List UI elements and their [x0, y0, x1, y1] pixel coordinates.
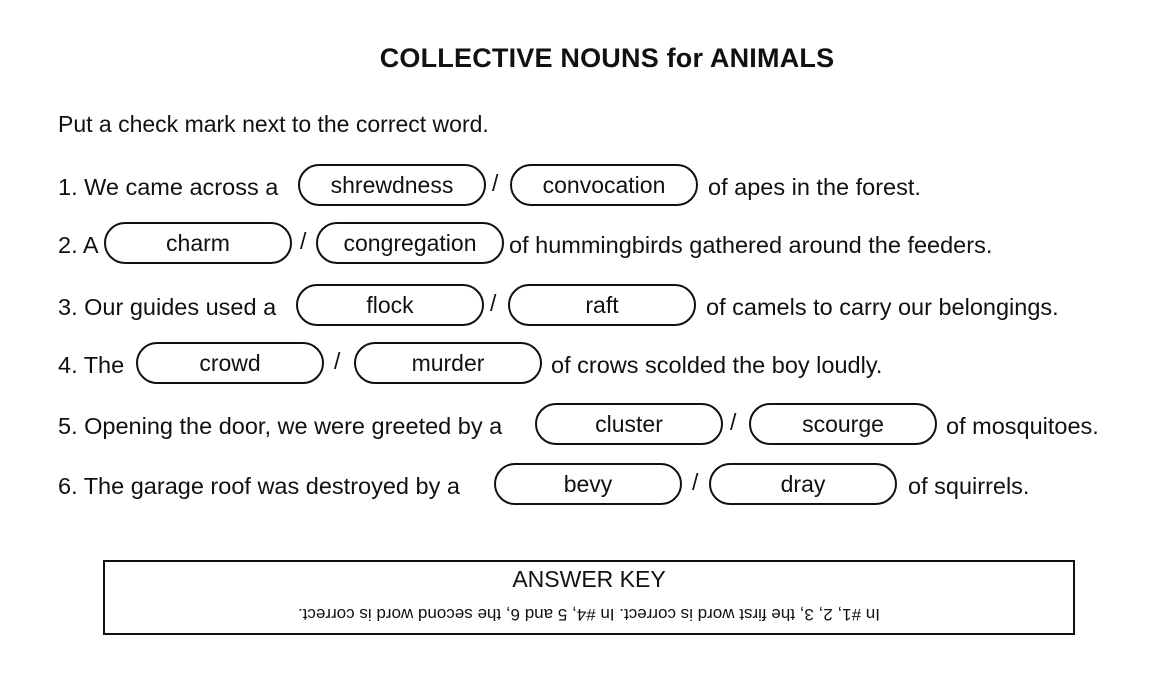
option-2-pill[interactable]: murder — [354, 342, 542, 384]
option-separator: / — [300, 228, 307, 254]
page-title: COLLECTIVE NOUNS for ANIMALS — [379, 43, 835, 73]
question-prefix: 5. Opening the door, we were greeted by a — [58, 413, 503, 439]
answer-key-text: In #1, 2, 3, the first word is correct. In #4, 5 and 6, the second word is correct. — [297, 605, 881, 624]
question-prefix: 6. The garage roof was destroyed by a — [58, 473, 460, 499]
option-1-pill[interactable]: cluster — [535, 403, 723, 445]
option-separator: / — [334, 348, 341, 374]
question-prefix: 3. Our guides used a — [58, 294, 277, 320]
option-2-pill[interactable]: congregation — [316, 222, 504, 264]
option-1-pill[interactable]: bevy — [494, 463, 682, 505]
question-suffix: of crows scolded the boy loudly. — [551, 352, 883, 378]
answer-key-box — [103, 560, 1075, 635]
question-suffix: of camels to carry our belongings. — [706, 294, 1059, 320]
question-row-2 — [0, 222, 1149, 268]
question-suffix: of hummingbirds gathered around the feeders. — [509, 232, 993, 258]
option-2-pill[interactable]: scourge — [749, 403, 937, 445]
option-2-pill[interactable]: raft — [508, 284, 696, 326]
option-1-pill[interactable]: charm — [104, 222, 292, 264]
option-separator: / — [730, 409, 737, 435]
option-separator: / — [692, 469, 699, 495]
question-row-3 — [0, 284, 1149, 330]
option-1-pill[interactable]: shrewdness — [298, 164, 486, 206]
option-separator: / — [490, 290, 497, 316]
answer-key-title: ANSWER KEY — [512, 566, 666, 592]
instruction-text: Put a check mark next to the correct word. — [58, 111, 489, 137]
question-suffix: of squirrels. — [908, 473, 1030, 499]
question-prefix: 1. We came across a — [58, 174, 279, 200]
question-suffix: of apes in the forest. — [708, 174, 921, 200]
question-prefix: 2. A — [58, 232, 99, 258]
question-suffix: of mosquitoes. — [946, 413, 1099, 439]
option-1-pill[interactable]: crowd — [136, 342, 324, 384]
question-row-1 — [0, 164, 1149, 210]
question-row-5 — [0, 403, 1149, 449]
option-1-pill[interactable]: flock — [296, 284, 484, 326]
question-row-4 — [0, 342, 1149, 388]
option-separator: / — [492, 170, 499, 196]
option-2-pill[interactable]: convocation — [510, 164, 698, 206]
option-2-pill[interactable]: dray — [709, 463, 897, 505]
question-prefix: 4. The — [58, 352, 125, 378]
question-row-6 — [0, 463, 1149, 509]
